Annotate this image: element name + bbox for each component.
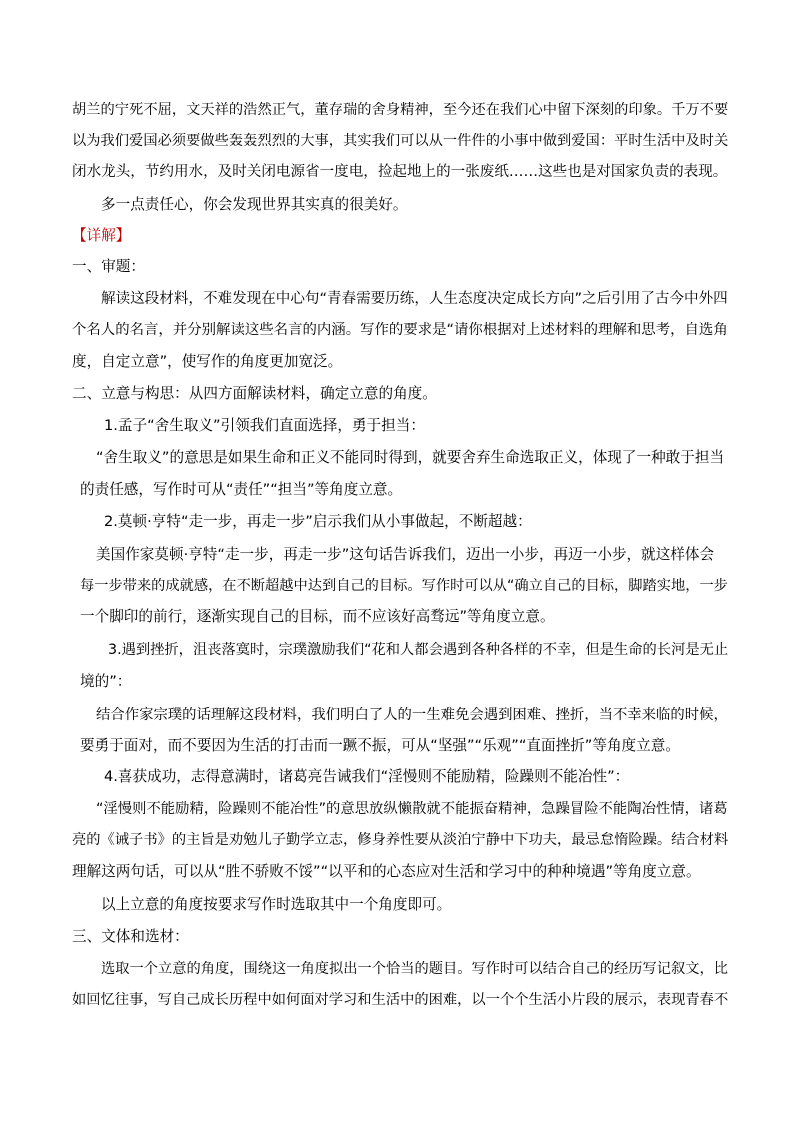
body-text-line: 以为我们爱国必须要做些轰轰烈烈的大事，其实我们可以从一件件的小事中做到爱国：平时生活中及时关: [72, 133, 729, 149]
body-text-line: 要勇于面对，而不要因为生活的打击而一蹶不振，可从“坚强”“乐观”“直面挫折”等角度立意。: [80, 737, 680, 754]
body-text-line: 亮的《诫子书》的主旨是劝勉儿子勤学立志，修身养性要从淡泊宁静中下功夫，最忌怠惰险躁。结合材料: [72, 832, 729, 848]
section-heading: 一、审题：: [72, 258, 145, 275]
body-text-line: 闭水龙头，节约用水，及时关闭电源省一度电，捡起地上的一张废纸……这些也是对国家负责的表现。: [72, 163, 728, 180]
body-text-line: 境的”：: [80, 673, 132, 690]
section-heading: 三、文体和选材：: [72, 928, 189, 945]
body-text-line: 胡兰的宁死不屈，文天祥的浩然正气，董存瑞的舍身精神，至今还在我们心中留下深刻的印象。千万不要: [72, 102, 729, 118]
body-text-line: 多一点责任心，你会发现世界其实真的很美好。: [101, 196, 408, 213]
body-text-line: 一个脚印的前行，逐渐实现自己的目标，而不应该好高骛远”等角度立意。: [80, 608, 555, 625]
body-text-line: 以上立意的角度按要求写作时选取其中一个角度即可。: [101, 896, 452, 913]
section-heading-detail: 【详解】: [72, 227, 131, 244]
body-text-line: 如回忆往事，写自己成长历程中如何面对学习和生活中的困难，以一个个生活小片段的展示，表现青春不: [72, 992, 729, 1008]
subsection-heading: 1.孟子“舍生取义”引领我们直面选择，勇于担当：: [104, 417, 425, 434]
body-text-line: 度，自定立意”，使写作的角度更加宽泛。: [72, 353, 343, 370]
section-heading: 二、立意与构思：从四方面解读材料，确定立意的角度。: [72, 385, 437, 402]
body-text-line: 美国作家莫顿·亨特“走一步，再走一步”这句话告诉我们，迈出一小步，再迈一小步，就这样体会: [96, 546, 715, 563]
body-text-line: 解读这段材料，不难发现在中心句“青春需要历练，人生态度决定成长方向”之后引用了古今中外四: [101, 290, 728, 307]
subsection-heading: 4.喜获成功，志得意满时，诸葛亮告诫我们“淫慢则不能励精，险躁则不能冶性”：: [104, 768, 630, 785]
subsection-heading: 2.莫顿·亨特“走一步，再走一步”启示我们从小事做起，不断超越：: [104, 513, 532, 530]
body-text-line: 理解这两句话，可以从“胜不骄败不馁”“以平和的心态应对生活和学习中的种种境遇”等角度立意。: [72, 863, 701, 880]
body-text-line: 的责任感，写作时可从“责任”“担当”等角度立意。: [80, 481, 403, 498]
body-text-line: “舍生取义”的意思是如果生命和正义不能同时得到，就要舍弃生命选取正义，体现了一种敢于担当: [96, 449, 725, 466]
body-text-line: 结合作家宗璞的话理解这段材料，我们明白了人的一生难免会遇到困难、挫折，当不幸来临的时候，: [96, 707, 728, 723]
body-text-line: 每一步带来的成就感，在不断超越中达到自己的目标。写作时可以从“确立自己的目标，脚踏实地，一步: [80, 578, 728, 594]
body-text-line: 选取一个立意的角度，围绕这一角度拟出一个恰当的题目。写作时可以结合自己的经历写记叙文，比: [101, 961, 729, 977]
body-text-line: 个名人的名言，并分别解读这些名言的内涵。写作的要求是“请你根据对上述材料的理解和思考，自选角: [72, 322, 728, 338]
subsection-heading: 3.遇到挫折，沮丧落寞时，宗璞激励我们“花和人都会遇到各种各样的不幸，但是生命的长河是无止: [108, 642, 729, 658]
body-text-line: “淫慢则不能励精，险躁则不能冶性”的意思放纵懒散就不能振奋精神，急躁冒险不能陶冶性情，诸葛: [96, 801, 728, 817]
